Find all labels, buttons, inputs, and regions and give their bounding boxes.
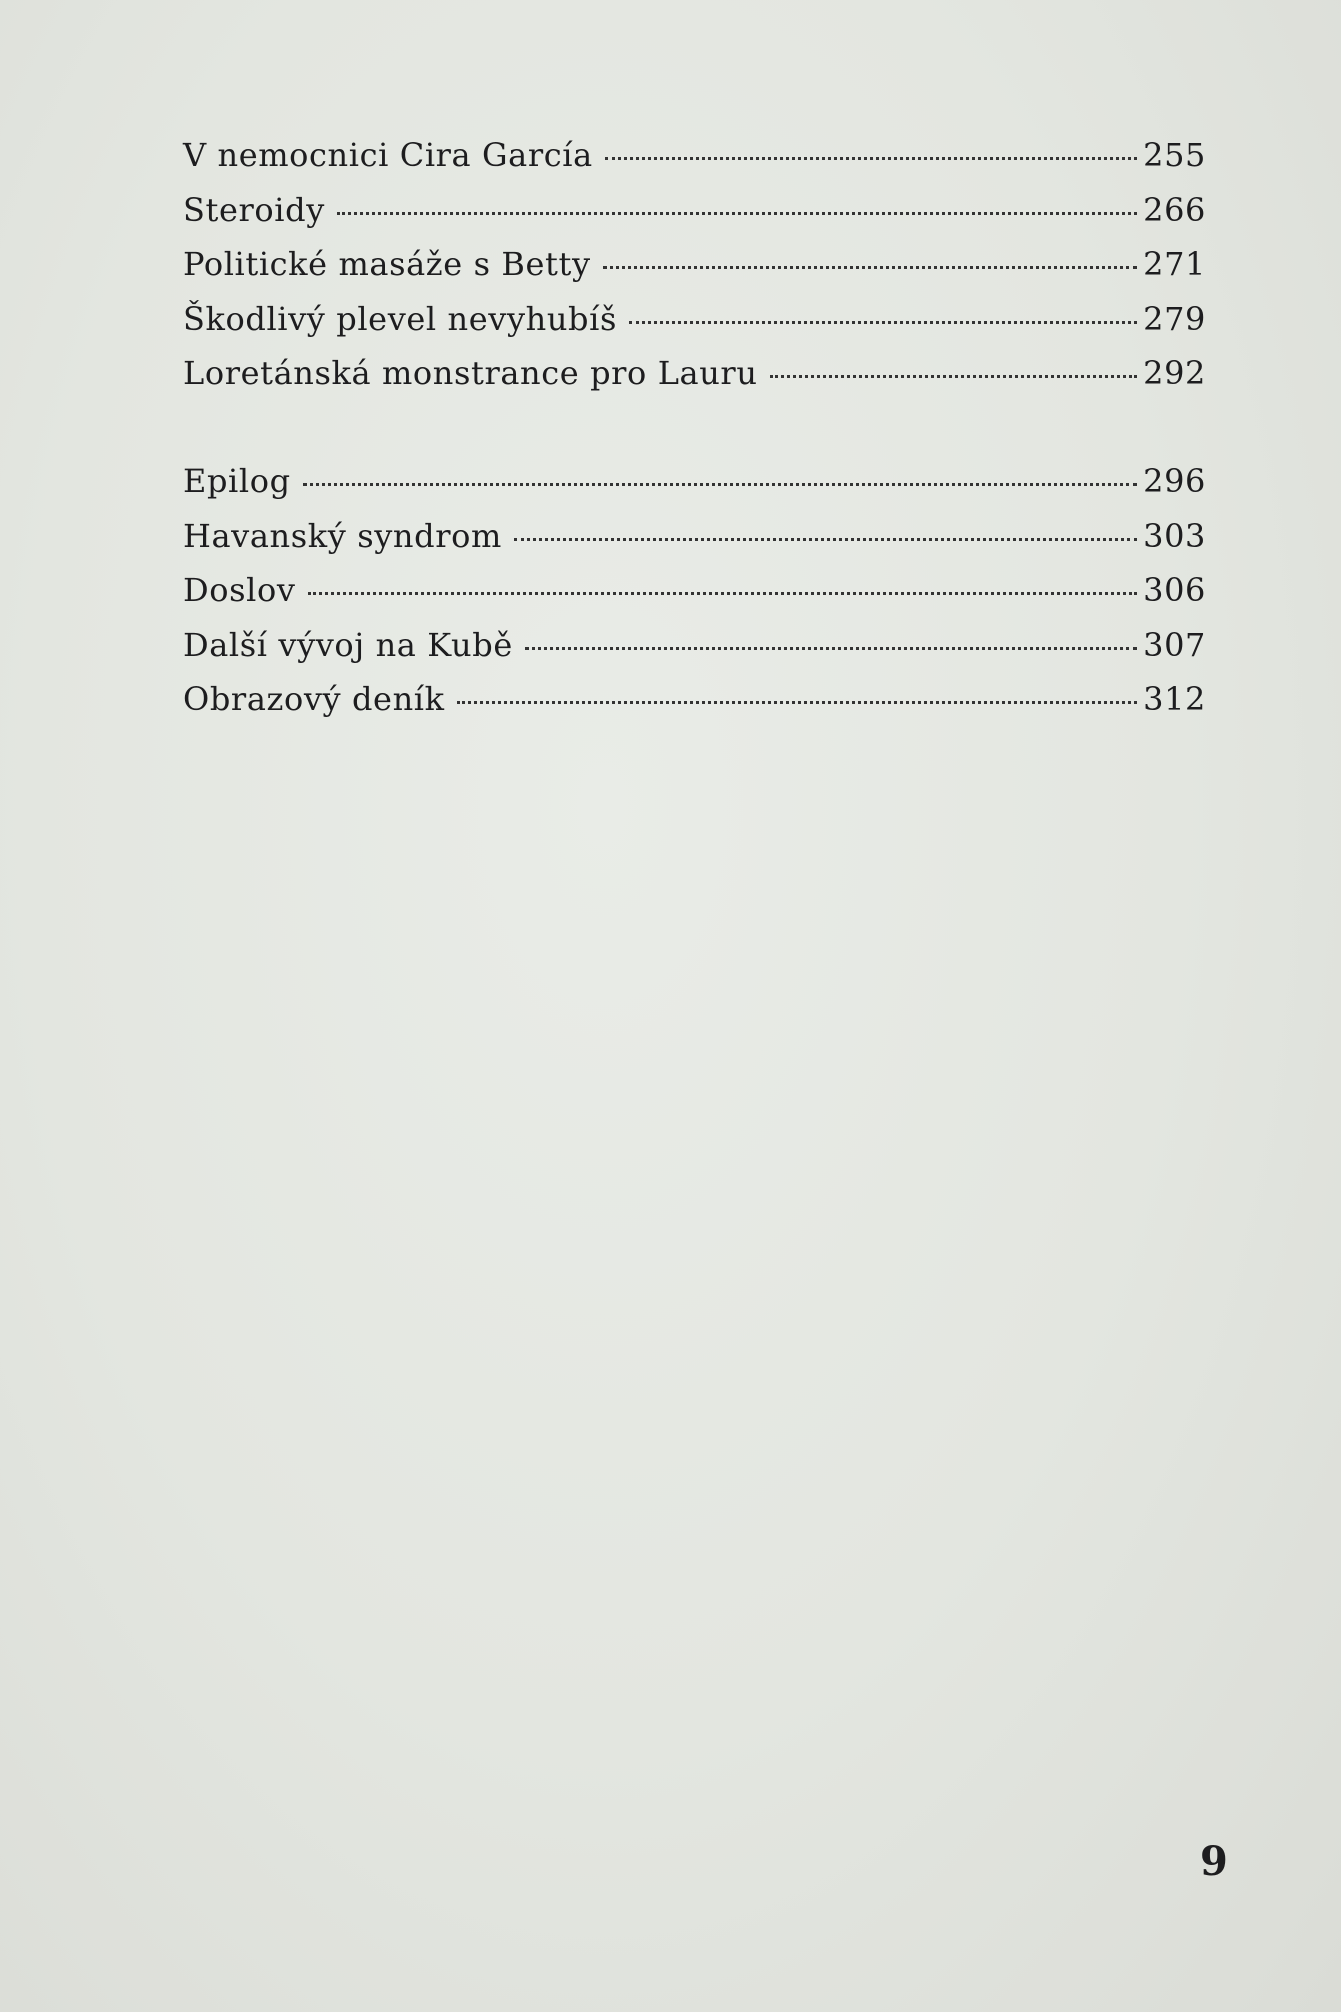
- toc-entry-title: Epilog: [183, 462, 291, 500]
- table-of-contents-part-1: [183, 136, 1206, 409]
- dot-leader: [337, 212, 1137, 215]
- toc-entry-page: 279: [1143, 299, 1206, 338]
- toc-entry: [183, 354, 1206, 409]
- toc-entry: [183, 571, 1206, 626]
- toc-entry-title: Steroidy: [183, 190, 325, 229]
- toc-entry-title: Havanský syndrom: [183, 516, 502, 555]
- toc-entry-page: 296: [1143, 462, 1206, 500]
- toc-entry: [183, 245, 1206, 300]
- dot-leader: [303, 483, 1137, 486]
- toc-entry-page: 312: [1143, 680, 1206, 718]
- toc-entry-title: V nemocnici Cira García: [183, 136, 593, 174]
- toc-entry-page: 292: [1143, 354, 1206, 392]
- toc-entry-page: 306: [1143, 571, 1206, 609]
- dot-leader: [603, 266, 1137, 269]
- toc-entry-title: Škodlivý plevel nevyhubíš: [183, 299, 617, 338]
- page-number: 9: [1200, 1838, 1228, 1885]
- toc-entry-page: 307: [1143, 625, 1206, 664]
- toc-entry: [183, 300, 1206, 355]
- toc-entry-page: 303: [1143, 516, 1206, 555]
- toc-entry: [183, 680, 1206, 735]
- toc-entry: [183, 626, 1206, 681]
- dot-leader: [629, 321, 1137, 324]
- dot-leader: [457, 701, 1138, 704]
- toc-entry: [183, 191, 1206, 246]
- table-of-contents-part-2: [183, 462, 1206, 735]
- toc-entry-page: 271: [1143, 245, 1206, 283]
- toc-entry: [183, 517, 1206, 572]
- toc-entry-title: Další vývoj na Kubě: [183, 625, 513, 664]
- dot-leader: [770, 375, 1138, 378]
- dot-leader: [525, 647, 1137, 650]
- dot-leader: [308, 592, 1138, 595]
- toc-entry-title: Loretánská monstrance pro Lauru: [183, 354, 758, 392]
- toc-entry-title: Obrazový deník: [183, 680, 445, 718]
- dot-leader: [605, 157, 1137, 160]
- toc-entry-page: 255: [1143, 136, 1206, 174]
- toc-entry-page: 266: [1143, 190, 1206, 229]
- toc-entry-title: Doslov: [183, 571, 296, 609]
- dot-leader: [514, 538, 1137, 541]
- toc-entry: [183, 136, 1206, 191]
- toc-entry-title: Politické masáže s Betty: [183, 245, 591, 283]
- toc-entry: [183, 462, 1206, 517]
